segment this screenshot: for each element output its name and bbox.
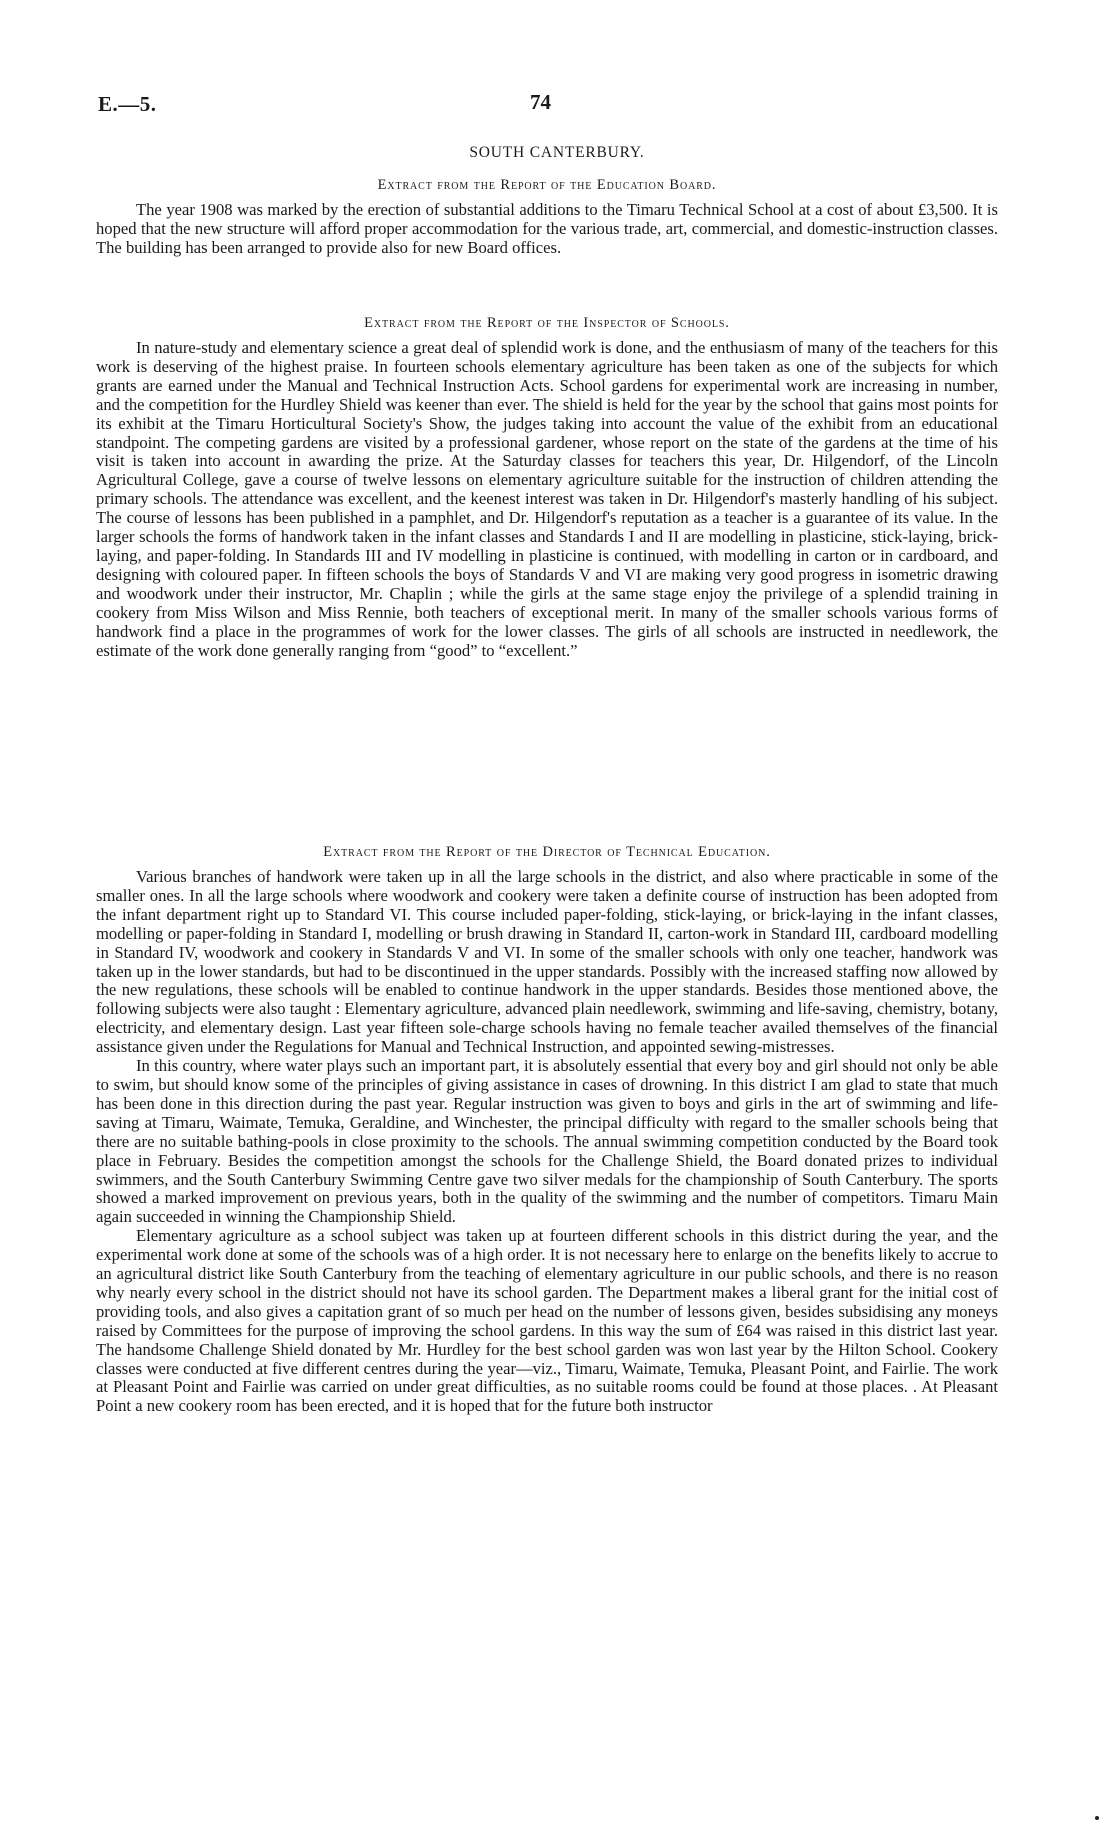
section-director-technical-education <box>96 844 998 1416</box>
paragraph: Elementary agriculture as a school subject was taken up at fourteen different schools in this district during the year, and the experimental work done at some of the schools was of a high order. It is not necessary here to enlarge on the benefits likely to accrue to an agricultural district like South Canterbury from the teaching of elementary agriculture in our public schools, and there is no reason why nearly every school in the district should not have its school garden. The Department makes a liberal grant for the initial cost of providing tools, and also gives a capitation grant of so much per head on the number of lessons given, besides subsidising any moneys raised by Committees for the purpose of improving the school gardens. In this way the sum of £64 was raised in this district last year. The handsome Challenge Shield donated by Mr. Hurdley for the best school garden was won last year by the Hilton School. Cookery classes were conducted at five different centres during the year—viz., Timaru, Waimate, Temuka, Pleasant Point, and Fairlie. The work at Pleasant Point and Fairlie was carried on under great difficulties, as no suitable rooms could be found at those places. . At Pleasant Point a new cookery room has been erected, and it is hoped that for the future both instructor <box>96 1226 998 1416</box>
paragraph: Various branches of handwork were taken up in all the large schools in the district, and also where practicable in some of the smaller ones. In all the large schools where woodwork and cookery were taken a definite course of instruction has been adopted from the infant department right up to Standard VI. This course included paper-folding, stick-laying, or brick-laying in the infant classes, modelling or paper-folding in Standard I, modelling or brush drawing in Standard II, carton-work in Standard III, cardboard modelling in Standard IV, woodwork and cookery in Standards V and VI. In some of the smaller schools with only one teacher, handwork was taken up in the lower standards, but had to be discontinued in the upper standards. Possibly with the increased staffing now allowed by the new regulations, these schools will be enabled to continue handwork in the upper standards. Besides those mentioned above, the following subjects were also taught : Elementary agriculture, advanced plain needlework, swimming and life-saving, chemistry, botany, electricity, and elementary design. Last year fifteen sole-charge schools having no female teacher availed themselves of the financial assistance given under the Regulations for Manual and Technical Instruction, and appointed sewing-mistresses. <box>96 867 998 1057</box>
page-mark <box>1095 1816 1099 1820</box>
paragraph: In nature-study and elementary science a great deal of splendid work is done, and the enthusiasm of many of the teachers for this work is deserving of the highest praise. In fourteen schools elementary agriculture has been taken as one of the subjects for which grants are earned under the Manual and Technical Instruction Acts. School gardens for experimental work are increasing in number, and the competition for the Hurdley Shield was keener than ever. The shield is held for the year by the school that gains most points for its exhibit at the Timaru Horticultural Society's Show, the judges taking into account the value of the exhibit from an educational standpoint. The competing gardens are visited by a professional gardener, whose report on the state of the gardens at the time of his visit is taken into account in awarding the prize. At the Saturday classes for teachers this year, Dr. Hilgendorf, of the Lincoln Agricultural College, gave a course of twelve lessons on elementary agriculture suitable for the instruction of children attending the primary schools. The attendance was excellent, and the keenest interest was taken in Dr. Hilgendorf's masterly handling of his subject. The course of lessons has been published in a pamphlet, and Dr. Hilgendorf's reputation as a teacher is a guarantee of its value. In the larger schools the forms of handwork taken in the infant classes and Standards I and II are modelling in plasticine, stick-laying, brick-laying, and paper-folding. In Standards III and IV modelling in plasticine is continued, with modelling in carton or in cardboard, and designing with coloured paper. In fifteen schools the boys of Standards V and VI are making very good progress in isometric drawing and woodwork under their instructor, Mr. Chaplin ; while the girls at the same stage enjoy the privilege of a splendid training in cookery from Miss Wilson and Miss Rennie, both teachers of exceptional merit. In many of the smaller schools various forms of handwork find a place in the programmes of work for the lower classes. The girls of all schools are instructed in needlework, the estimate of the work done generally ranging from “good” to “excellent.” <box>96 338 998 660</box>
section-education-board <box>96 177 998 258</box>
section-inspector-of-schools <box>96 315 998 660</box>
section-heading: Extract from the Report of the Education Board. <box>377 177 717 193</box>
paragraph: In this country, where water plays such an important part, it is absolutely essential that every boy and girl should not only be able to swim, but should know some of the principles of giving assistance in cases of drowning. In this district I am glad to state that much has been done in this direction during the past year. Regular instruction was given to boys and girls in the art of swimming and life-saving at Timaru, Waimate, Temuka, Geraldine, and Winchester, the principal difficulty with regard to the smaller schools being that there are no suitable bathing-pools in close proximity to the schools. The annual swimming competition conducted by the Board took place in February. Besides the competition amongst the schools for the Challenge Shield, the Board donated prizes to individual swimmers, and the South Canterbury Swimming Centre gave two silver medals for the championship of South Canterbury. The sports showed a marked improvement on previous years, both in the quality of the swimming and the number of competitors. Timaru Main again succeeded in winning the Championship Shield. <box>96 1056 998 1227</box>
paragraph: The year 1908 was marked by the erection of substantial additions to the Timaru Technical School at a cost of about £3,500. It is hoped that the new structure will afford proper accommodation for the various trade, art, commercial, and domestic-instruction classes. The building has been arranged to provide also for new Board offices. <box>96 200 998 257</box>
page-title: SOUTH CANTERBURY. <box>469 144 645 161</box>
section-heading: Extract from the Report of the Inspector of Schools. <box>364 315 730 331</box>
page-reference: E.—5. <box>98 92 157 116</box>
section-heading: Extract from the Report of the Director of Technical Education. <box>323 844 771 860</box>
page-number: 74 <box>530 90 551 114</box>
